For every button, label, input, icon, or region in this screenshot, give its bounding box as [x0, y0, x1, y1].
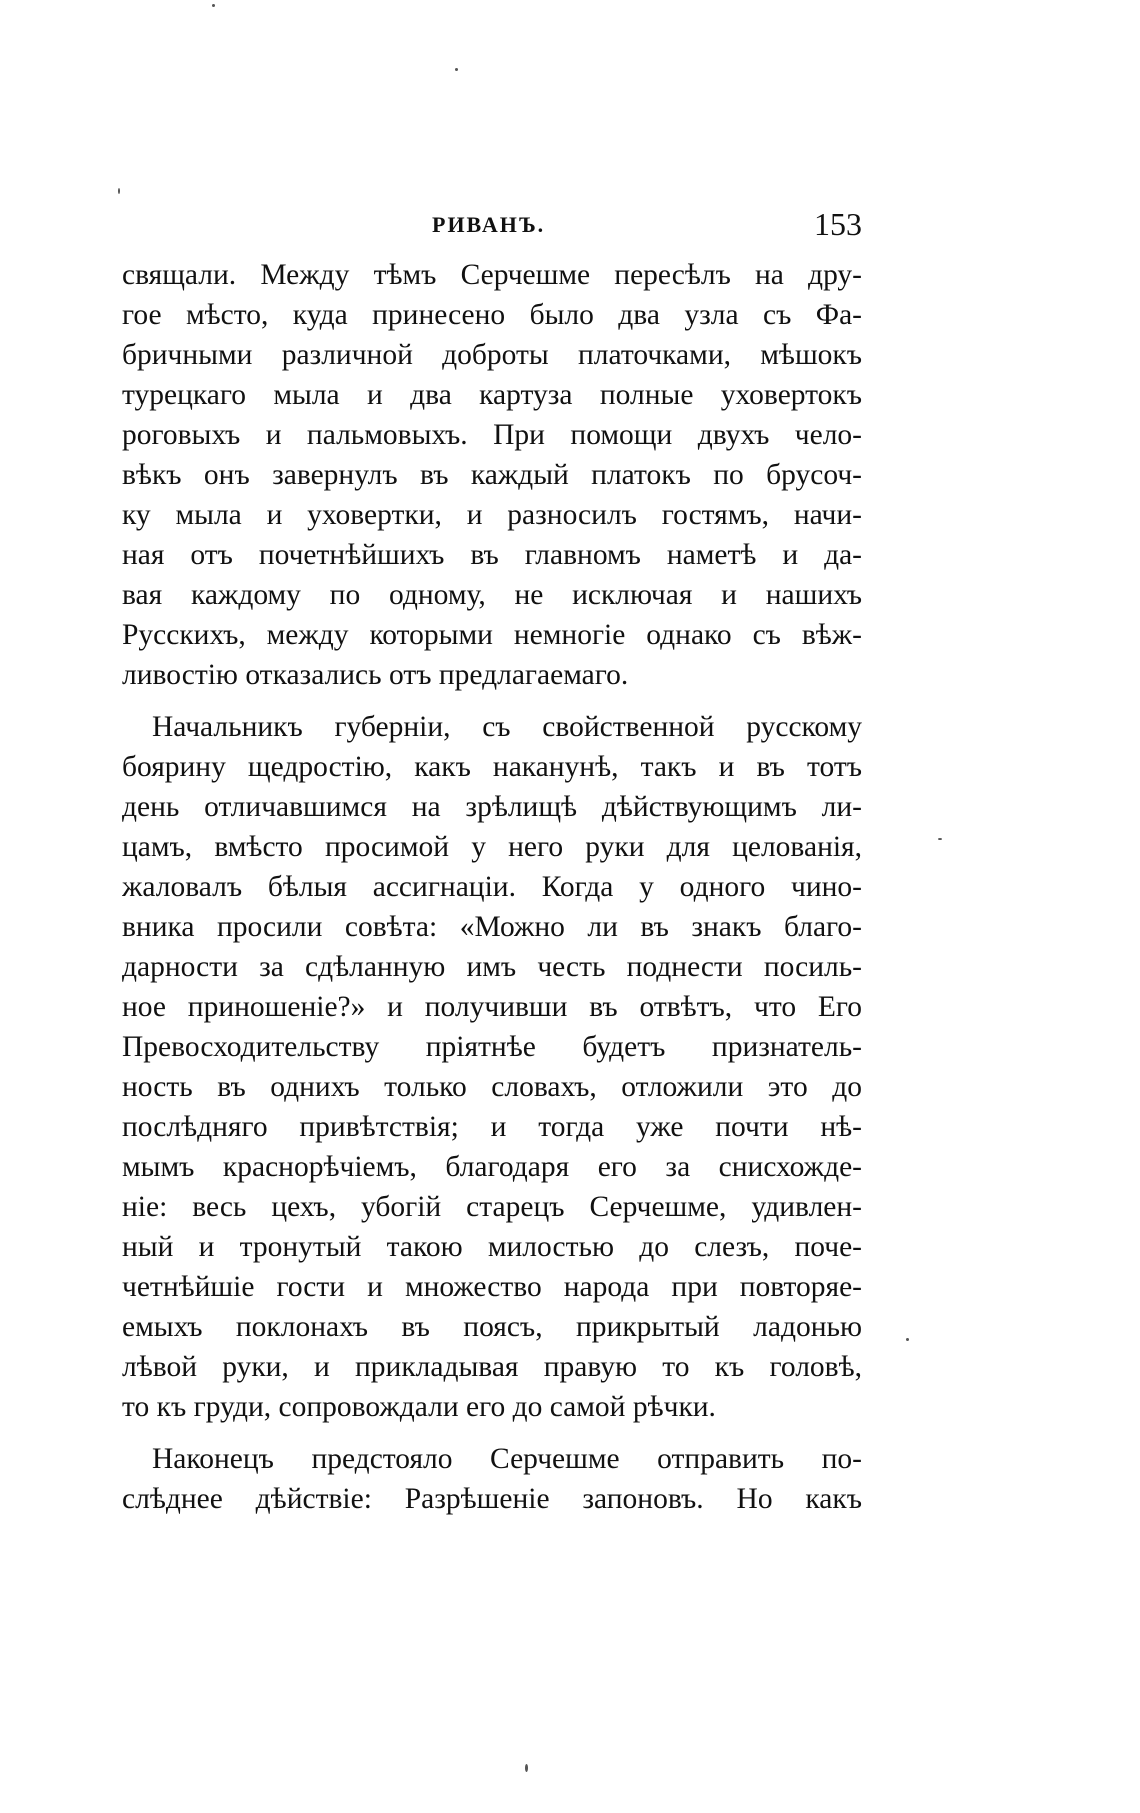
text-line: ливостію отказались отъ предлагаемаго.: [122, 659, 629, 691]
text-line: мымъ краснорѣчіемъ, благодаря его за снисхожде-: [122, 1151, 862, 1183]
text-line: дарности за сдѣланную имъ честь поднести посиль-: [122, 951, 862, 983]
text-line: жаловалъ бѣлыя ассигнаціи. Когда у одного чино-: [122, 871, 862, 903]
paragraph-2: [122, 707, 862, 1427]
text-line: цамъ, вмѣсто просимой у него руки для целованія,: [122, 831, 862, 863]
scan-speck: [118, 188, 120, 194]
text-line: турецкаго мыла и два картуза полные уховертокъ: [122, 379, 862, 411]
scan-speck: [525, 1764, 528, 1772]
paragraph-3: [122, 1439, 862, 1519]
text-line: день отличавшимся на зрѣлищѣ дѣйствующимъ ли-: [122, 791, 862, 823]
text-line: гое мѣсто, куда принесено было два узла съ Фа-: [122, 299, 862, 331]
text-line: Русскихъ, между которыми немногіе однако съ вѣж-: [122, 619, 862, 651]
scan-speck: [938, 838, 942, 840]
text-line: Начальникъ губерніи, съ свойственной русскому: [152, 711, 862, 743]
page-header: [122, 206, 862, 246]
text-line: лѣвой руки, и прикладывая правую то къ головѣ,: [122, 1351, 862, 1383]
scan-speck: [455, 68, 458, 71]
text-line: ное приношеніе?» и получивши въ отвѣтъ, что Его: [122, 991, 862, 1023]
text-line: четнѣйшіе гости и множество народа при повторяе-: [122, 1271, 862, 1303]
text-line: послѣдняго привѣтствія; и тогда уже почти нѣ-: [122, 1111, 862, 1143]
text-line: роговыхъ и пальмовыхъ. При помощи двухъ чело-: [122, 419, 862, 451]
text-line: Наконецъ предстояло Серчешме отправить по-: [152, 1443, 862, 1475]
scan-speck: [212, 4, 215, 7]
text-line: ку мыла и уховертки, и разносилъ гостямъ, начи-: [122, 499, 862, 531]
body-text: [122, 255, 862, 1519]
paragraph-1: [122, 255, 862, 695]
paragraph-gap: [122, 1427, 862, 1439]
text-line: вника просили совѣта: «Можно ли въ знакъ благо-: [122, 911, 862, 943]
text-line: бричными различной доброты платочками, мѣшокъ: [122, 339, 862, 371]
text-line: вѣкъ онъ завернулъ въ каждый платокъ по брусоч-: [122, 459, 862, 491]
text-line: емыхъ поклонахъ въ поясъ, прикрытый ладонью: [122, 1311, 862, 1343]
text-line: ніе: весь цехъ, убогій старецъ Серчешме, удивлен-: [122, 1191, 862, 1223]
text-line: слѣднее дѣйствіе: Разрѣшеніе запоновъ. Но какъ: [122, 1483, 862, 1515]
text-line: то къ груди, сопровождали его до самой рѣчки.: [122, 1391, 716, 1423]
text-line: Превосходительству пріятнѣе будетъ признатель-: [122, 1031, 862, 1063]
running-head: РИВАНЪ.: [432, 212, 546, 237]
paragraph-gap: [122, 695, 862, 707]
text-line: ная отъ почетнѣйшихъ въ главномъ наметѣ и да-: [122, 539, 862, 571]
page-number: 153: [814, 206, 862, 242]
scan-speck: [906, 1338, 909, 1341]
text-line: ность въ однихъ только словахъ, отложили это до: [122, 1071, 862, 1103]
text-line: боярину щедростію, какъ наканунѣ, такъ и въ тотъ: [122, 751, 862, 783]
text-line: вая каждому по одному, не исключая и нашихъ: [122, 579, 862, 611]
text-line: ный и тронутый такою милостью до слезъ, поче-: [122, 1231, 862, 1263]
text-line: свящали. Между тѣмъ Серчешме пересѣлъ на дру-: [122, 259, 862, 291]
